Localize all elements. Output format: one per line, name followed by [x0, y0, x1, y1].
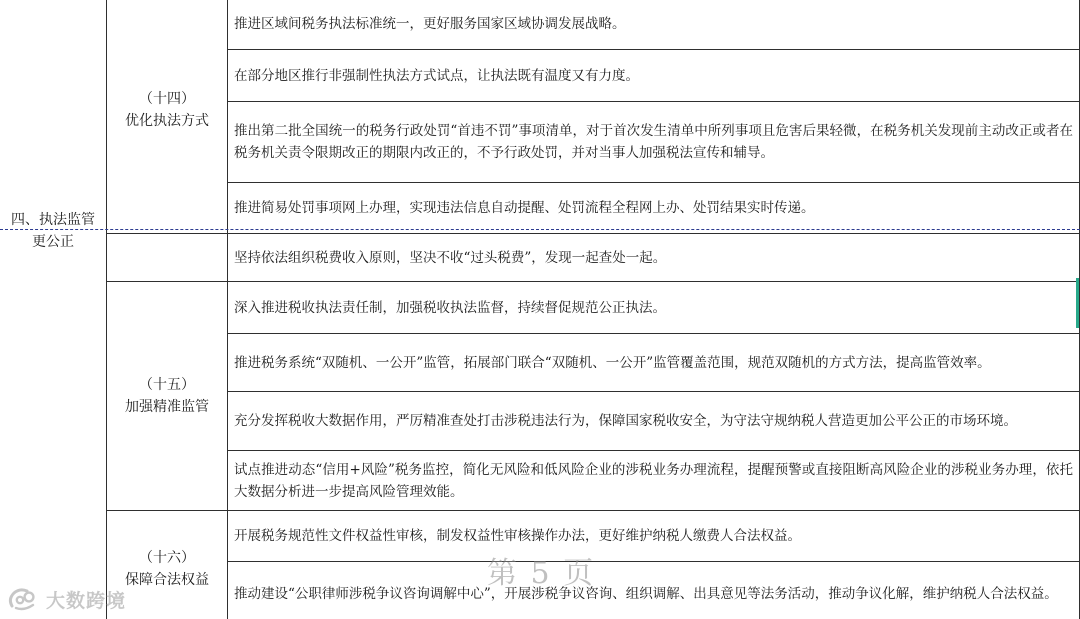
- section-cell: [0, 0, 107, 619]
- daxu-logo-icon: [6, 586, 40, 612]
- measure-text: 坚持依法组织税费收入原则，坚决不收“过头税费”，发现一起查处一起。: [234, 249, 667, 266]
- measure-item: [228, 451, 1080, 511]
- measure-item: [228, 102, 1080, 183]
- measure-item: [228, 0, 1080, 50]
- table-row: [0, 511, 1080, 562]
- brand-name: 大数跨境: [46, 589, 127, 612]
- measure-item: [228, 334, 1080, 392]
- section-label: 四、执法监管更公正: [11, 211, 95, 250]
- measure-item: [228, 183, 1080, 234]
- measure-text: 开展税务规范性文件权益性审核，制发权益性审核操作办法，更好维护纳税人缴费人合法权益。: [234, 528, 801, 544]
- measure-text: 推进区域间税务执法标准统一，更好服务国家区域协调发展战略。: [234, 16, 626, 32]
- page-number-watermark: 第 5 页: [487, 556, 596, 591]
- subsection-cell-continued: [107, 234, 228, 282]
- measure-item: [228, 282, 1080, 334]
- measure-text: 推进简易处罚事项网上办理，实现违法信息自动提醒、处罚流程全程网上办、处罚结果实时传递。: [234, 200, 815, 216]
- table-row: [0, 0, 1080, 50]
- subsection-cell-15: [107, 282, 228, 511]
- measure-text: 推进税务系统“双随机、一公开”监管，拓展部门联合“双随机、一公开”监管覆盖范围，规范双随机的方式方法，提高监管效率。: [234, 354, 991, 371]
- page-break-line: [0, 229, 1080, 230]
- measure-item: [228, 511, 1080, 562]
- measure-item: [228, 50, 1080, 102]
- measure-text: 在部分地区推行非强制性执法方式试点，让执法既有温度又有力度。: [234, 67, 639, 84]
- subsection-label-16: （十六） 保障合法权益: [125, 549, 209, 588]
- subsection-cell-14: [107, 0, 228, 234]
- measure-text: 充分发挥税收大数据作用，严厉精准查处打击涉税违法行为，保障国家税收安全，为守法守规纳税人营造更加公平公正的市场环境。: [234, 413, 1017, 429]
- table-row: [0, 234, 1080, 282]
- measure-text: 试点推进动态“信用+风险”税务监控，简化无风险和低风险企业的涉税业务办理流程，提醒预警或直接阻断高风险企业的涉税业务办理，依托大数据分析进一步提高风险管理效能。: [234, 461, 1073, 500]
- brand-watermark: [6, 584, 126, 614]
- measure-item: [228, 234, 1080, 282]
- subsection-label-15: （十五） 加强精准监管: [125, 377, 209, 415]
- measure-item: [228, 562, 1080, 619]
- measure-text: 推动建设“公职律师涉税争议咨询调解中心”，开展涉税争议咨询、组织调解、出具意见等法务活动，推动争议化解，维护纳税人合法权益。: [234, 586, 1058, 602]
- measure-item: [228, 392, 1080, 451]
- subsection-label-14: （十四） 优化执法方式: [125, 91, 209, 129]
- measure-text: 推出第二批全国统一的税务行政处罚“首违不罚”事项清单，对于首次发生清单中所列事项且危害后果轻微，在税务机关发现前主动改正或者在税务机关责令限期改正的期限内改正的，不予行政处罚，并对当事人加强税法宣传和辅导。: [234, 123, 1073, 161]
- scroll-indicator: [1076, 278, 1079, 328]
- table-row: [0, 282, 1080, 334]
- measure-text: 深入推进税收执法责任制，加强税收执法监督，持续督促规范公正执法。: [234, 299, 666, 316]
